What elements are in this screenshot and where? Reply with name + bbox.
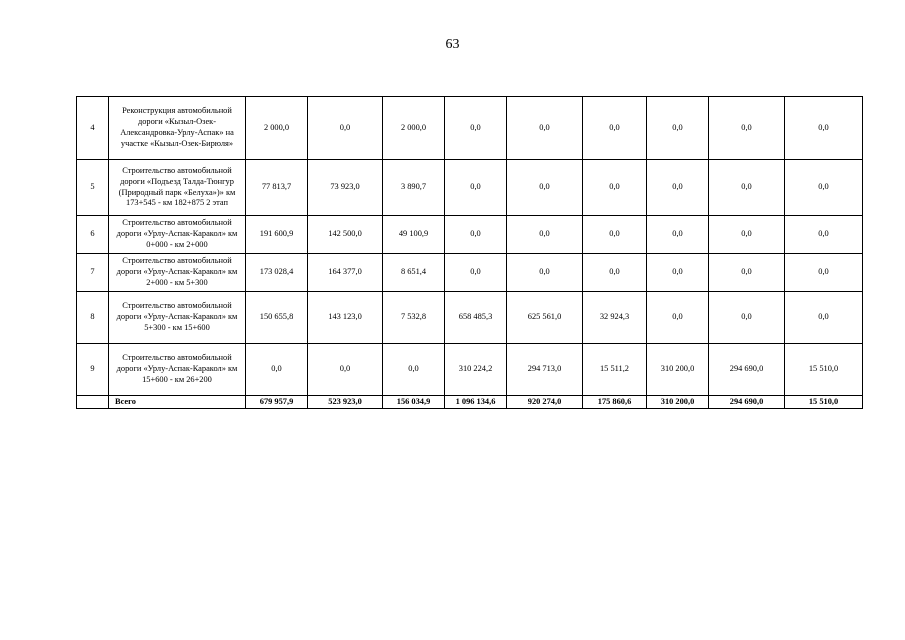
value-cell: 0,0: [308, 97, 383, 160]
total-value-cell: 920 274,0: [507, 396, 583, 409]
total-row: [77, 396, 863, 409]
value-cell: 143 123,0: [308, 292, 383, 344]
value-cell: 0,0: [785, 216, 863, 254]
row-number-cell: 9: [77, 344, 109, 396]
value-cell: 0,0: [445, 160, 507, 216]
table-row: [77, 97, 863, 160]
value-cell: 0,0: [507, 97, 583, 160]
value-cell: 164 377,0: [308, 254, 383, 292]
value-cell: 32 924,3: [583, 292, 647, 344]
value-cell: 0,0: [308, 344, 383, 396]
value-cell: 0,0: [709, 160, 785, 216]
value-cell: 15 511,2: [583, 344, 647, 396]
value-cell: 0,0: [583, 97, 647, 160]
project-name-cell: Строительство автомобильной дороги «Урлу-Аспак-Каракол» км 0+000 - км 2+000: [109, 216, 246, 254]
value-cell: 0,0: [246, 344, 308, 396]
total-label: Всего: [109, 396, 246, 409]
value-cell: 0,0: [507, 254, 583, 292]
value-cell: 3 890,7: [383, 160, 445, 216]
page-number: 63: [445, 37, 460, 52]
total-value-cell: 15 510,0: [785, 396, 863, 409]
total-number-cell: [77, 396, 109, 409]
value-cell: 0,0: [507, 160, 583, 216]
project-name-cell: Строительство автомобильной дороги «Урлу-Аспак-Каракол» км 5+300 - км 15+600: [109, 292, 246, 344]
value-cell: 191 600,9: [246, 216, 308, 254]
total-value-cell: 1 096 134,6: [445, 396, 507, 409]
table-row: [77, 292, 863, 344]
value-cell: 294 713,0: [507, 344, 583, 396]
value-cell: 0,0: [383, 344, 445, 396]
value-cell: 2 000,0: [383, 97, 445, 160]
table-row: [77, 216, 863, 254]
value-cell: 0,0: [709, 97, 785, 160]
row-number-cell: 4: [77, 97, 109, 160]
row-number-cell: 6: [77, 216, 109, 254]
value-cell: 150 655,8: [246, 292, 308, 344]
row-number-cell: 7: [77, 254, 109, 292]
value-cell: 0,0: [647, 292, 709, 344]
value-cell: 0,0: [507, 216, 583, 254]
table-row: [77, 344, 863, 396]
value-cell: 0,0: [647, 254, 709, 292]
value-cell: 0,0: [647, 160, 709, 216]
total-value-cell: 679 957,9: [246, 396, 308, 409]
value-cell: 8 651,4: [383, 254, 445, 292]
value-cell: 0,0: [445, 97, 507, 160]
value-cell: 2 000,0: [246, 97, 308, 160]
table-row: [77, 160, 863, 216]
value-cell: 310 200,0: [647, 344, 709, 396]
value-cell: 7 532,8: [383, 292, 445, 344]
value-cell: 15 510,0: [785, 344, 863, 396]
value-cell: 0,0: [445, 216, 507, 254]
value-cell: 142 500,0: [308, 216, 383, 254]
value-cell: 310 224,2: [445, 344, 507, 396]
value-cell: 0,0: [785, 97, 863, 160]
value-cell: 625 561,0: [507, 292, 583, 344]
value-cell: 0,0: [709, 254, 785, 292]
value-cell: 0,0: [647, 97, 709, 160]
value-cell: 0,0: [445, 254, 507, 292]
value-cell: 0,0: [583, 254, 647, 292]
total-value-cell: 310 200,0: [647, 396, 709, 409]
table-row: [77, 254, 863, 292]
table-body: [77, 97, 863, 409]
project-name-cell: Строительство автомобильной дороги «Урлу-Аспак-Каракол» км 15+600 - км 26+200: [109, 344, 246, 396]
value-cell: 49 100,9: [383, 216, 445, 254]
row-number-cell: 8: [77, 292, 109, 344]
value-cell: 0,0: [583, 216, 647, 254]
row-number-cell: 5: [77, 160, 109, 216]
project-name-cell: Реконструкция автомобильной дороги «Кызыл-Озек-Александровка-Урлу-Аспак» на участке «Кызыл-Озек-Бирюля»: [109, 97, 246, 160]
total-value-cell: 523 923,0: [308, 396, 383, 409]
value-cell: 658 485,3: [445, 292, 507, 344]
value-cell: 73 923,0: [308, 160, 383, 216]
value-cell: 0,0: [785, 292, 863, 344]
value-cell: 294 690,0: [709, 344, 785, 396]
value-cell: 0,0: [709, 216, 785, 254]
total-value-cell: 175 860,6: [583, 396, 647, 409]
value-cell: 0,0: [583, 160, 647, 216]
project-name-cell: Строительство автомобильной дороги «Подъезд Талда-Тюнгур (Природный парк «Белуха»)» км 173+545 - км 182+875 2 этап: [109, 160, 246, 216]
value-cell: 0,0: [785, 254, 863, 292]
value-cell: 0,0: [785, 160, 863, 216]
project-name-cell: Строительство автомобильной дороги «Урлу-Аспак-Каракол» км 2+000 - км 5+300: [109, 254, 246, 292]
value-cell: 173 028,4: [246, 254, 308, 292]
budget-table: [76, 96, 863, 409]
value-cell: 77 813,7: [246, 160, 308, 216]
total-value-cell: 294 690,0: [709, 396, 785, 409]
value-cell: 0,0: [709, 292, 785, 344]
total-value-cell: 156 034,9: [383, 396, 445, 409]
value-cell: 0,0: [647, 216, 709, 254]
